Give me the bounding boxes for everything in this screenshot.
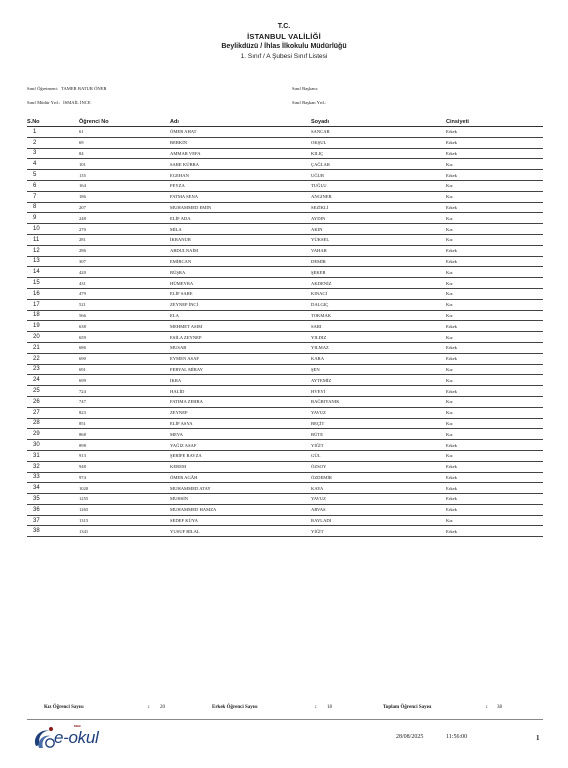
cell-student-no: 135 — [54, 170, 170, 181]
cell-student-no: 659 — [54, 332, 170, 343]
cell-last-name: YILMAZ — [311, 342, 446, 353]
cell-last-name: ŞEKER — [311, 267, 446, 278]
cell-student-no: 566 — [54, 310, 170, 321]
cell-first-name: YUSUF BİLAL — [170, 526, 311, 537]
table-row — [27, 407, 543, 418]
cell-student-no: 286 — [54, 245, 170, 256]
total-count-value: 38 — [497, 705, 502, 710]
teacher-info — [27, 86, 107, 91]
cell-student-no: 164 — [54, 180, 170, 191]
cell-student-no: 948 — [54, 461, 170, 472]
cell-student-no: 61 — [54, 127, 170, 138]
page-number: 1 — [536, 734, 540, 742]
cell-first-name: SEDEF KÜYA — [170, 515, 311, 526]
cell-student-no: 868 — [54, 429, 170, 440]
cell-sno: 25 — [27, 386, 54, 397]
cell-first-name: EGEHAN — [170, 170, 311, 181]
cell-first-name: YAĞIZ ASAF — [170, 440, 311, 451]
table-row — [27, 353, 543, 364]
table-row — [27, 450, 543, 461]
cell-sno: 35 — [27, 494, 54, 505]
teacher-label: Sınıf Öğretmeni: — [27, 86, 59, 91]
cell-student-no: 1265 — [54, 504, 170, 515]
cell-gender: Erkek — [446, 386, 543, 397]
cell-first-name: ELİF SARE — [170, 288, 311, 299]
cell-first-name: BÜŞRA — [170, 267, 311, 278]
cell-last-name: KINACI — [311, 288, 446, 299]
cell-first-name: FEYZA — [170, 180, 311, 191]
cell-first-name: ABDULNAİM — [170, 245, 311, 256]
cell-student-no: 898 — [54, 440, 170, 451]
table-row — [27, 461, 543, 472]
table-row — [27, 213, 543, 224]
cell-first-name: MUSAB — [170, 342, 311, 353]
cell-student-no: 724 — [54, 386, 170, 397]
cell-sno: 36 — [27, 504, 54, 515]
cell-last-name: HVEYİ — [311, 386, 446, 397]
cell-sno: 19 — [27, 321, 54, 332]
cell-gender: Erkek — [446, 504, 543, 515]
cell-first-name: SARE KÜBRA — [170, 159, 311, 170]
cell-sno: 2 — [27, 137, 54, 148]
document-header — [0, 22, 568, 62]
cell-sno: 28 — [27, 418, 54, 429]
cell-last-name: ARVAS — [311, 504, 446, 515]
student-table — [27, 117, 543, 537]
cell-last-name: RAYLADI — [311, 515, 446, 526]
header-governorship: İSTANBUL VALİLİĞİ — [247, 32, 321, 41]
cell-last-name: ÖZSOY — [311, 461, 446, 472]
print-time: 11:56:00 — [446, 734, 468, 740]
table-row — [27, 375, 543, 386]
cell-sno: 33 — [27, 472, 54, 483]
cell-student-no: 1255 — [54, 494, 170, 505]
cell-student-no: 691 — [54, 364, 170, 375]
cell-gender: Erkek — [446, 170, 543, 181]
total-count-label: Toplam Öğrenci Sayısı — [383, 705, 432, 710]
table-row — [27, 191, 543, 202]
cell-sno: 9 — [27, 213, 54, 224]
cell-first-name: MUHAMMED ATAY — [170, 483, 311, 494]
cell-sno: 29 — [27, 429, 54, 440]
cell-first-name: ELİF ASYA — [170, 418, 311, 429]
cell-last-name: YILDIZ — [311, 332, 446, 343]
boys-count-value: 18 — [327, 705, 332, 710]
cell-sno: 8 — [27, 202, 54, 213]
cell-sno: 20 — [27, 332, 54, 343]
cell-sno: 7 — [27, 191, 54, 202]
cell-last-name: ŞEN — [311, 364, 446, 375]
cell-gender: Kız — [446, 213, 543, 224]
cell-sno: 32 — [27, 461, 54, 472]
cell-first-name: ZEYNEP İNCİ — [170, 299, 311, 310]
cell-gender: Erkek — [446, 461, 543, 472]
girls-count-label: Kız Öğrenci Sayısı — [44, 705, 84, 710]
cell-student-no: 699 — [54, 375, 170, 386]
cell-sno: 30 — [27, 440, 54, 451]
cell-last-name: SANCAR — [311, 127, 446, 138]
table-row — [27, 396, 543, 407]
table-row — [27, 288, 543, 299]
cell-last-name: DEMİR — [311, 256, 446, 267]
cell-student-no: 207 — [54, 202, 170, 213]
cell-last-name: SARI — [311, 321, 446, 332]
cell-gender: Kız — [446, 180, 543, 191]
cell-first-name: MİLA — [170, 224, 311, 235]
cell-student-no: 1315 — [54, 515, 170, 526]
table-row — [27, 127, 543, 138]
meb-badge: MEB — [74, 724, 81, 728]
cell-student-no: 913 — [54, 450, 170, 461]
table-row — [27, 342, 543, 353]
cell-last-name: GÜL — [311, 450, 446, 461]
table-row — [27, 429, 543, 440]
col-header-last-name: Soyadı — [311, 117, 446, 127]
col-header-gender: Cinsiyeti — [446, 117, 543, 127]
cell-student-no: 186 — [54, 191, 170, 202]
print-date: 28/08/2025 — [396, 734, 424, 740]
col-header-first-name: Adı — [170, 117, 311, 127]
cell-gender: Kız — [446, 159, 543, 170]
cell-gender: Kız — [446, 299, 543, 310]
cell-last-name: AKIN — [311, 224, 446, 235]
cell-first-name: MEVA — [170, 429, 311, 440]
cell-sno: 4 — [27, 159, 54, 170]
cell-gender: Erkek — [446, 353, 543, 364]
cell-sno: 1 — [27, 127, 54, 138]
cell-last-name: BEÇİT — [311, 418, 446, 429]
cell-gender: Kız — [446, 310, 543, 321]
cell-sno: 21 — [27, 342, 54, 353]
cell-student-no: 823 — [54, 407, 170, 418]
cell-student-no: 638 — [54, 321, 170, 332]
cell-last-name: YİĞİT — [311, 440, 446, 451]
cell-gender: Erkek — [446, 342, 543, 353]
table-row — [27, 440, 543, 451]
cell-gender: Erkek — [446, 494, 543, 505]
table-row — [27, 180, 543, 191]
cell-gender: Kız — [446, 288, 543, 299]
table-row — [27, 504, 543, 515]
table-row — [27, 256, 543, 267]
cell-student-no: 479 — [54, 288, 170, 299]
president-label: Sınıf Başkanı: — [292, 86, 319, 91]
table-row — [27, 418, 543, 429]
cell-student-no: 270 — [54, 224, 170, 235]
cell-gender: Kız — [446, 418, 543, 429]
cell-last-name: YİĞİT — [311, 526, 446, 537]
cell-gender: Kız — [446, 234, 543, 245]
cell-sno: 23 — [27, 364, 54, 375]
cell-sno: 5 — [27, 170, 54, 181]
cell-last-name: YAVUZ — [311, 407, 446, 418]
cell-last-name: SEZİKLİ — [311, 202, 446, 213]
cell-sno: 27 — [27, 407, 54, 418]
table-row — [27, 386, 543, 397]
table-row — [27, 515, 543, 526]
cell-sno: 24 — [27, 375, 54, 386]
cell-sno: 10 — [27, 224, 54, 235]
cell-last-name: AYDIN — [311, 213, 446, 224]
cell-gender: Kız — [446, 224, 543, 235]
table-row — [27, 278, 543, 289]
cell-first-name: FATMA SENA — [170, 191, 311, 202]
cell-gender: Kız — [446, 278, 543, 289]
cell-first-name: EMİRCAN — [170, 256, 311, 267]
table-row — [27, 234, 543, 245]
cell-gender: Kız — [446, 407, 543, 418]
cell-gender: Kız — [446, 332, 543, 343]
cell-first-name: ELİF ADA — [170, 213, 311, 224]
boys-count-sep: : — [315, 705, 317, 710]
cell-student-no: 431 — [54, 278, 170, 289]
cell-sno: 18 — [27, 310, 54, 321]
cell-first-name: FERYAL MİRAY — [170, 364, 311, 375]
teacher-value: TAMER BATUR ÖNER — [61, 86, 107, 91]
cell-last-name: BÜTE — [311, 429, 446, 440]
table-row — [27, 321, 543, 332]
boys-count-label: Erkek Öğrenci Sayısı — [212, 705, 258, 710]
cell-student-no: 686 — [54, 342, 170, 353]
girls-count-sep: : — [148, 705, 150, 710]
cell-gender: Erkek — [446, 526, 543, 537]
girls-count-value: 20 — [160, 705, 165, 710]
cell-student-no: 690 — [54, 353, 170, 364]
cell-sno: 26 — [27, 396, 54, 407]
vice-president-label: Sınıf Başkan Yrd.: — [292, 100, 327, 105]
cell-student-no: 1020 — [54, 483, 170, 494]
table-header-row — [27, 117, 543, 127]
cell-gender: Kız — [446, 515, 543, 526]
table-row — [27, 310, 543, 321]
cell-student-no: 747 — [54, 396, 170, 407]
cell-sno: 37 — [27, 515, 54, 526]
cell-student-no: 281 — [54, 234, 170, 245]
cell-first-name: KEREM — [170, 461, 311, 472]
cell-last-name: OKŞUL — [311, 137, 446, 148]
cell-gender: Kız — [446, 396, 543, 407]
cell-last-name: VAHAB — [311, 245, 446, 256]
cell-sno: 17 — [27, 299, 54, 310]
cell-first-name: FATIMA ZEHRA — [170, 396, 311, 407]
cell-last-name: KAYA — [311, 483, 446, 494]
cell-first-name: MUHAMMED EMİN — [170, 202, 311, 213]
cell-student-no: 851 — [54, 418, 170, 429]
cell-sno: 3 — [27, 148, 54, 159]
cell-last-name: YÜKSEL — [311, 234, 446, 245]
cell-last-name: AYTEMİZ — [311, 375, 446, 386]
cell-student-no: 974 — [54, 472, 170, 483]
cell-last-name: KARA — [311, 353, 446, 364]
cell-sno: 13 — [27, 256, 54, 267]
cell-first-name: ESİLA ZEYNEP — [170, 332, 311, 343]
deputy-info — [27, 100, 91, 105]
cell-first-name: EYMEN ASAF — [170, 353, 311, 364]
cell-first-name: ÖMER AGÂH — [170, 472, 311, 483]
cell-last-name: DALGIÇ — [311, 299, 446, 310]
header-tc: T.C. — [277, 23, 291, 30]
e-okul-logo-text: e-okul — [54, 728, 99, 747]
cell-gender: Erkek — [446, 202, 543, 213]
cell-last-name: BAĞRIYANIK — [311, 396, 446, 407]
president-info — [292, 86, 318, 91]
table-body — [27, 127, 543, 537]
cell-sno: 11 — [27, 234, 54, 245]
header-list-title: 1. Sınıf / A Şubesi Sınıf Listesi — [240, 53, 328, 60]
cell-gender: Erkek — [446, 256, 543, 267]
deputy-label: Sınıf Müdür Yrd.: — [27, 100, 61, 105]
cell-last-name: AKDENİZ — [311, 278, 446, 289]
cell-student-no: 1341 — [54, 526, 170, 537]
cell-last-name: UĞUR — [311, 170, 446, 181]
table-row — [27, 494, 543, 505]
table-row — [27, 224, 543, 235]
table-row — [27, 170, 543, 181]
cell-last-name: TUĞLU — [311, 180, 446, 191]
cell-first-name: MUHSİN — [170, 494, 311, 505]
cell-gender: Kız — [446, 191, 543, 202]
table-row — [27, 202, 543, 213]
cell-first-name: ŞERİFE RAVZA — [170, 450, 311, 461]
cell-first-name: MEHMET ASIM — [170, 321, 311, 332]
cell-gender: Kız — [446, 364, 543, 375]
cell-student-no: 101 — [54, 159, 170, 170]
cell-first-name: ÖMER AHAT — [170, 127, 311, 138]
cell-last-name: ANGINER — [311, 191, 446, 202]
table-row — [27, 245, 543, 256]
cell-sno: 12 — [27, 245, 54, 256]
cell-gender: Erkek — [446, 148, 543, 159]
cell-first-name: MUHAMMED HAMZA — [170, 504, 311, 515]
cell-gender: Kız — [446, 375, 543, 386]
cell-gender: Erkek — [446, 440, 543, 451]
cell-sno: 15 — [27, 278, 54, 289]
cell-first-name: İKRANUR — [170, 234, 311, 245]
cell-gender: Erkek — [446, 245, 543, 256]
cell-gender: Erkek — [446, 483, 543, 494]
cell-sno: 34 — [27, 483, 54, 494]
table-row — [27, 159, 543, 170]
cell-gender: Erkek — [446, 137, 543, 148]
cell-sno: 38 — [27, 526, 54, 537]
col-header-sno: S.No — [27, 117, 54, 127]
cell-sno: 14 — [27, 267, 54, 278]
cell-first-name: AMMAR VEFA — [170, 148, 311, 159]
footer-divider — [27, 719, 543, 720]
cell-last-name: ÇAĞLAR — [311, 159, 446, 170]
table-row — [27, 526, 543, 537]
cell-student-no: 84 — [54, 148, 170, 159]
cell-last-name: KILIÇ — [311, 148, 446, 159]
table-row — [27, 137, 543, 148]
cell-student-no: 307 — [54, 256, 170, 267]
cell-first-name: İKRA — [170, 375, 311, 386]
cell-sno: 31 — [27, 450, 54, 461]
total-count-sep: : — [486, 705, 488, 710]
cell-sno: 22 — [27, 353, 54, 364]
cell-sno: 6 — [27, 180, 54, 191]
cell-first-name: HÜMEYRA — [170, 278, 311, 289]
table-row — [27, 472, 543, 483]
cell-student-no: 521 — [54, 299, 170, 310]
cell-student-no: 69 — [54, 137, 170, 148]
cell-first-name: BERKİN — [170, 137, 311, 148]
e-okul-logo — [30, 724, 110, 754]
table-row — [27, 299, 543, 310]
table-row — [27, 267, 543, 278]
vice-president-info — [292, 100, 326, 105]
cell-gender: Erkek — [446, 321, 543, 332]
cell-gender: Erkek — [446, 127, 543, 138]
col-header-student-no: Öğrenci No — [54, 117, 170, 127]
cell-student-no: 420 — [54, 267, 170, 278]
cell-first-name: ELA — [170, 310, 311, 321]
table-row — [27, 332, 543, 343]
cell-first-name: HALİD — [170, 386, 311, 397]
table-row — [27, 483, 543, 494]
cell-gender: Kız — [446, 429, 543, 440]
table-row — [27, 364, 543, 375]
cell-gender: Kız — [446, 450, 543, 461]
cell-first-name: ZEYNEP — [170, 407, 311, 418]
header-school: Beylikdüzü / İhlas İlkokulu Müdürlüğü — [221, 43, 347, 50]
cell-last-name: ÖZDEMİR — [311, 472, 446, 483]
cell-gender: Erkek — [446, 472, 543, 483]
cell-last-name: YAVUZ — [311, 494, 446, 505]
cell-sno: 16 — [27, 288, 54, 299]
cell-last-name: TOKMAK — [311, 310, 446, 321]
cell-student-no: 248 — [54, 213, 170, 224]
cell-gender: Kız — [446, 267, 543, 278]
deputy-value: İSMAİL İNCE — [63, 100, 91, 105]
table-row — [27, 148, 543, 159]
